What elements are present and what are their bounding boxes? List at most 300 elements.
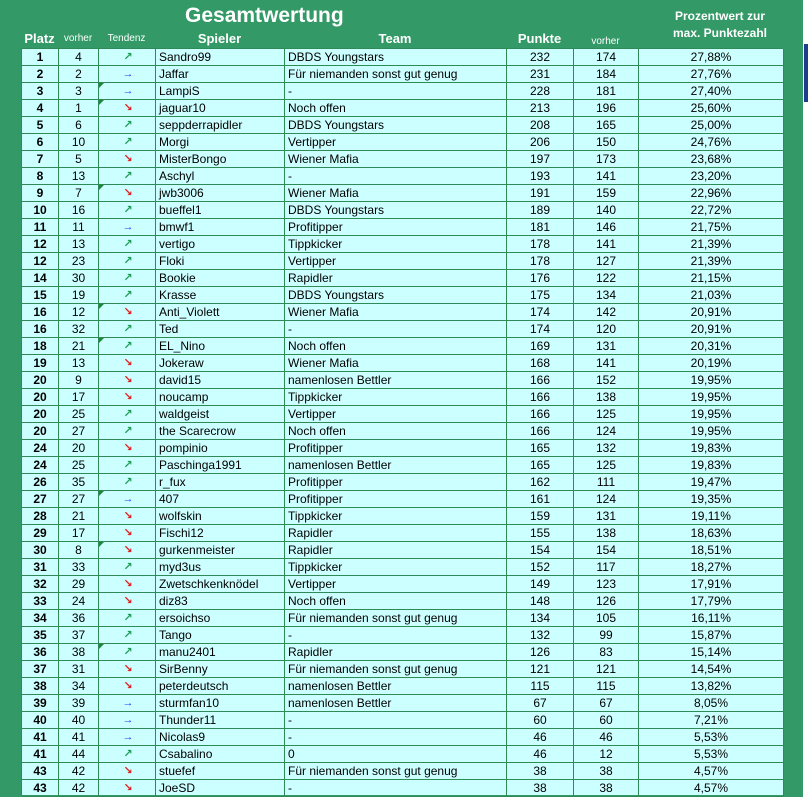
vorher-rank-cell: 20: [59, 440, 99, 457]
player-name-cell: LampiS: [156, 83, 285, 100]
trend-cell: [99, 185, 156, 202]
points-cell: 46: [507, 729, 574, 746]
table-row: [22, 134, 783, 151]
team-cell: Wiener Mafia: [285, 185, 507, 202]
trend-cell: [99, 712, 156, 729]
player-name-cell: Anti_Violett: [156, 304, 285, 321]
table-row: [22, 151, 783, 168]
trend-up-arrow-icon: ↗: [123, 561, 133, 573]
trend-cell: [99, 117, 156, 134]
points-cell: 162: [507, 474, 574, 491]
previous-points-cell: 174: [574, 49, 639, 66]
trend-cell: [99, 100, 156, 117]
percent-cell: 20,31%: [639, 338, 784, 355]
comment-marker-icon: [99, 304, 104, 309]
comment-marker-icon: [99, 83, 104, 88]
points-cell: 154: [507, 542, 574, 559]
trend-cell: [99, 219, 156, 236]
previous-points-cell: 131: [574, 508, 639, 525]
previous-points-cell: 99: [574, 627, 639, 644]
platz-cell: 36: [22, 644, 59, 661]
percent-cell: 21,75%: [639, 219, 784, 236]
team-cell: Profitipper: [285, 474, 507, 491]
vorher-rank-cell: 13: [59, 355, 99, 372]
percent-cell: 27,76%: [639, 66, 784, 83]
platz-cell: 3: [22, 83, 59, 100]
team-cell: Vertipper: [285, 576, 507, 593]
team-cell: Noch offen: [285, 100, 507, 117]
vorher-rank-cell: 44: [59, 746, 99, 763]
team-cell: -: [285, 729, 507, 746]
trend-up-arrow-icon: ↗: [123, 748, 133, 760]
percent-cell: 18,27%: [639, 559, 784, 576]
trend-cell: [99, 678, 156, 695]
previous-points-cell: 126: [574, 593, 639, 610]
table-row: [22, 440, 783, 457]
window-edge: [803, 0, 808, 797]
player-name-cell: Jokeraw: [156, 355, 285, 372]
percent-cell: 23,20%: [639, 168, 784, 185]
team-cell: Noch offen: [285, 593, 507, 610]
comment-marker-icon: [99, 491, 104, 496]
points-cell: 208: [507, 117, 574, 134]
previous-points-cell: 83: [574, 644, 639, 661]
column-header-team: Team: [378, 31, 412, 46]
percent-cell: 27,88%: [639, 49, 784, 66]
team-cell: Für niemanden sonst gut genug: [285, 661, 507, 678]
percent-cell: 19,95%: [639, 423, 784, 440]
previous-points-cell: 117: [574, 559, 639, 576]
player-name-cell: david15: [156, 372, 285, 389]
table-row: [22, 559, 783, 576]
points-cell: 168: [507, 355, 574, 372]
trend-right-arrow-icon: →: [122, 68, 134, 80]
points-cell: 149: [507, 576, 574, 593]
percent-cell: 4,57%: [639, 780, 784, 797]
table-row: [22, 168, 783, 185]
trend-up-arrow-icon: ↗: [123, 459, 133, 471]
previous-points-cell: 154: [574, 542, 639, 559]
vorher-rank-cell: 8: [59, 542, 99, 559]
trend-down-arrow-icon: ↘: [123, 391, 133, 403]
trend-down-arrow-icon: ↘: [123, 374, 133, 386]
platz-cell: 27: [22, 491, 59, 508]
player-name-cell: EL_Nino: [156, 338, 285, 355]
trend-cell: [99, 627, 156, 644]
trend-cell: [99, 508, 156, 525]
percent-cell: 7,21%: [639, 712, 784, 729]
player-name-cell: Sandro99: [156, 49, 285, 66]
platz-cell: 34: [22, 610, 59, 627]
comment-marker-icon: [99, 185, 104, 190]
player-name-cell: MisterBongo: [156, 151, 285, 168]
vorher-rank-cell: 40: [59, 712, 99, 729]
platz-cell: 12: [22, 236, 59, 253]
column-header-vorher: vorher: [63, 33, 93, 44]
vorher-rank-cell: 42: [59, 763, 99, 780]
trend-up-arrow-icon: ↗: [123, 119, 133, 131]
trend-up-arrow-icon: ↗: [123, 408, 133, 420]
percent-cell: 19,11%: [639, 508, 784, 525]
player-name-cell: sturmfan10: [156, 695, 285, 712]
trend-cell: [99, 321, 156, 338]
player-name-cell: Jaffar: [156, 66, 285, 83]
previous-points-cell: 67: [574, 695, 639, 712]
vorher-rank-cell: 17: [59, 389, 99, 406]
trend-up-arrow-icon: ↗: [123, 204, 133, 216]
table-row: [22, 678, 783, 695]
trend-down-arrow-icon: ↘: [123, 680, 133, 692]
trend-up-arrow-icon: ↗: [123, 255, 133, 267]
player-name-cell: Ted: [156, 321, 285, 338]
player-name-cell: gurkenmeister: [156, 542, 285, 559]
team-cell: Wiener Mafia: [285, 304, 507, 321]
table-row: [22, 270, 783, 287]
points-cell: 161: [507, 491, 574, 508]
team-cell: Rapidler: [285, 525, 507, 542]
trend-up-arrow-icon: ↗: [123, 425, 133, 437]
points-cell: 166: [507, 389, 574, 406]
points-cell: 159: [507, 508, 574, 525]
team-cell: DBDS Youngstars: [285, 117, 507, 134]
previous-points-cell: 138: [574, 525, 639, 542]
points-cell: 178: [507, 236, 574, 253]
table-row: [22, 100, 783, 117]
percent-cell: 18,51%: [639, 542, 784, 559]
trend-cell: [99, 576, 156, 593]
player-name-cell: stuefef: [156, 763, 285, 780]
team-cell: Tippkicker: [285, 389, 507, 406]
percent-cell: 13,82%: [639, 678, 784, 695]
table-row: [22, 117, 783, 134]
team-cell: DBDS Youngstars: [285, 287, 507, 304]
player-name-cell: Fischi12: [156, 525, 285, 542]
previous-points-cell: 124: [574, 423, 639, 440]
percent-cell: 19,95%: [639, 389, 784, 406]
platz-cell: 24: [22, 457, 59, 474]
vorher-rank-cell: 34: [59, 678, 99, 695]
previous-points-cell: 60: [574, 712, 639, 729]
points-cell: 38: [507, 763, 574, 780]
vorher-rank-cell: 41: [59, 729, 99, 746]
platz-cell: 30: [22, 542, 59, 559]
vorher-rank-cell: 25: [59, 406, 99, 423]
trend-down-arrow-icon: ↘: [123, 442, 133, 454]
trend-cell: [99, 270, 156, 287]
vorher-rank-cell: 37: [59, 627, 99, 644]
trend-up-arrow-icon: ↗: [123, 136, 133, 148]
percent-cell: 19,83%: [639, 457, 784, 474]
trend-cell: [99, 780, 156, 797]
vorher-rank-cell: 27: [59, 491, 99, 508]
table-row: [22, 49, 783, 66]
trend-down-arrow-icon: ↘: [123, 510, 133, 522]
trend-cell: [99, 372, 156, 389]
previous-points-cell: 141: [574, 168, 639, 185]
player-name-cell: SirBenny: [156, 661, 285, 678]
trend-up-arrow-icon: ↗: [123, 476, 133, 488]
table-row: [22, 185, 783, 202]
points-cell: 193: [507, 168, 574, 185]
platz-cell: 41: [22, 746, 59, 763]
player-name-cell: Thunder11: [156, 712, 285, 729]
points-cell: 228: [507, 83, 574, 100]
platz-cell: 43: [22, 763, 59, 780]
team-cell: namenlosen Bettler: [285, 695, 507, 712]
column-header-spieler: Spieler: [197, 31, 242, 46]
column-header-platz: Platz: [24, 31, 55, 46]
vorher-rank-cell: 1: [59, 100, 99, 117]
previous-points-cell: 38: [574, 780, 639, 797]
trend-up-arrow-icon: ↗: [123, 612, 133, 624]
column-header-vorher-punkte: vorher: [591, 36, 620, 47]
percent-cell: 8,05%: [639, 695, 784, 712]
team-cell: Für niemanden sonst gut genug: [285, 66, 507, 83]
team-cell: Vertipper: [285, 253, 507, 270]
player-name-cell: vertigo: [156, 236, 285, 253]
previous-points-cell: 134: [574, 287, 639, 304]
table-row: [22, 389, 783, 406]
table-row: [22, 780, 783, 797]
trend-cell: [99, 491, 156, 508]
platz-cell: 24: [22, 440, 59, 457]
vorher-rank-cell: 6: [59, 117, 99, 134]
trend-down-arrow-icon: ↘: [123, 357, 133, 369]
platz-cell: 18: [22, 338, 59, 355]
trend-cell: [99, 168, 156, 185]
points-cell: 166: [507, 372, 574, 389]
vorher-rank-cell: 12: [59, 304, 99, 321]
vorher-rank-cell: 21: [59, 508, 99, 525]
trend-cell: [99, 559, 156, 576]
percent-cell: 14,54%: [639, 661, 784, 678]
percent-cell: 21,15%: [639, 270, 784, 287]
platz-cell: 20: [22, 372, 59, 389]
team-cell: 0: [285, 746, 507, 763]
trend-cell: [99, 474, 156, 491]
platz-cell: 43: [22, 780, 59, 797]
trend-cell: [99, 355, 156, 372]
vorher-rank-cell: 17: [59, 525, 99, 542]
previous-points-cell: 181: [574, 83, 639, 100]
trend-cell: [99, 763, 156, 780]
table-row: [22, 644, 783, 661]
points-cell: 132: [507, 627, 574, 644]
points-cell: 165: [507, 457, 574, 474]
trend-up-arrow-icon: ↗: [123, 323, 133, 335]
points-cell: 115: [507, 678, 574, 695]
trend-cell: [99, 236, 156, 253]
platz-cell: 35: [22, 627, 59, 644]
platz-cell: 20: [22, 389, 59, 406]
player-name-cell: manu2401: [156, 644, 285, 661]
previous-points-cell: 138: [574, 389, 639, 406]
platz-cell: 20: [22, 406, 59, 423]
player-name-cell: noucamp: [156, 389, 285, 406]
points-cell: 155: [507, 525, 574, 542]
vorher-rank-cell: 42: [59, 780, 99, 797]
trend-cell: [99, 389, 156, 406]
previous-points-cell: 132: [574, 440, 639, 457]
previous-points-cell: 121: [574, 661, 639, 678]
points-cell: 176: [507, 270, 574, 287]
comment-marker-icon: [99, 338, 104, 343]
platz-cell: 9: [22, 185, 59, 202]
team-cell: DBDS Youngstars: [285, 202, 507, 219]
table-row: [22, 627, 783, 644]
column-header-tendenz: Tendenz: [107, 33, 146, 44]
trend-down-arrow-icon: ↘: [123, 595, 133, 607]
trend-cell: [99, 729, 156, 746]
team-cell: Für niemanden sonst gut genug: [285, 763, 507, 780]
percent-cell: 19,95%: [639, 372, 784, 389]
platz-cell: 37: [22, 661, 59, 678]
platz-cell: 32: [22, 576, 59, 593]
team-cell: Für niemanden sonst gut genug: [285, 610, 507, 627]
player-name-cell: bueffel1: [156, 202, 285, 219]
trend-cell: [99, 406, 156, 423]
trend-up-arrow-icon: ↗: [123, 272, 133, 284]
table-row: [22, 236, 783, 253]
trend-right-arrow-icon: →: [122, 697, 134, 709]
platz-cell: 1: [22, 49, 59, 66]
percent-cell: 21,39%: [639, 253, 784, 270]
percent-cell: 19,83%: [639, 440, 784, 457]
team-cell: namenlosen Bettler: [285, 457, 507, 474]
player-name-cell: 407: [156, 491, 285, 508]
trend-cell: [99, 695, 156, 712]
team-cell: Profitipper: [285, 219, 507, 236]
team-cell: Rapidler: [285, 270, 507, 287]
points-cell: 175: [507, 287, 574, 304]
vorher-rank-cell: 31: [59, 661, 99, 678]
platz-cell: 33: [22, 593, 59, 610]
platz-cell: 7: [22, 151, 59, 168]
team-cell: Tippkicker: [285, 559, 507, 576]
previous-points-cell: 38: [574, 763, 639, 780]
team-cell: -: [285, 83, 507, 100]
team-cell: Wiener Mafia: [285, 151, 507, 168]
player-name-cell: diz83: [156, 593, 285, 610]
trend-cell: [99, 423, 156, 440]
player-name-cell: JoeSD: [156, 780, 285, 797]
trend-cell: [99, 746, 156, 763]
trend-right-arrow-icon: →: [122, 493, 134, 505]
vorher-rank-cell: 2: [59, 66, 99, 83]
previous-points-cell: 150: [574, 134, 639, 151]
trend-cell: [99, 83, 156, 100]
trend-cell: [99, 66, 156, 83]
previous-points-cell: 124: [574, 491, 639, 508]
platz-cell: 31: [22, 559, 59, 576]
table-row: [22, 457, 783, 474]
platz-cell: 16: [22, 304, 59, 321]
platz-cell: 38: [22, 678, 59, 695]
table-row: [22, 542, 783, 559]
vorher-rank-cell: 11: [59, 219, 99, 236]
vorher-rank-cell: 10: [59, 134, 99, 151]
trend-up-arrow-icon: ↗: [123, 289, 133, 301]
trend-cell: [99, 610, 156, 627]
percent-cell: 22,96%: [639, 185, 784, 202]
player-name-cell: ersoichso: [156, 610, 285, 627]
table-row: [22, 287, 783, 304]
points-cell: 126: [507, 644, 574, 661]
previous-points-cell: 122: [574, 270, 639, 287]
team-cell: Wiener Mafia: [285, 355, 507, 372]
team-cell: -: [285, 780, 507, 797]
previous-points-cell: 184: [574, 66, 639, 83]
percent-cell: 21,03%: [639, 287, 784, 304]
player-name-cell: waldgeist: [156, 406, 285, 423]
points-cell: 38: [507, 780, 574, 797]
trend-down-arrow-icon: ↘: [123, 153, 133, 165]
team-cell: Noch offen: [285, 423, 507, 440]
trend-down-arrow-icon: ↘: [123, 765, 133, 777]
player-name-cell: jaguar10: [156, 100, 285, 117]
vorher-rank-cell: 30: [59, 270, 99, 287]
team-cell: -: [285, 321, 507, 338]
percent-cell: 17,91%: [639, 576, 784, 593]
percent-cell: 17,79%: [639, 593, 784, 610]
trend-cell: [99, 151, 156, 168]
vorher-rank-cell: 13: [59, 236, 99, 253]
vorher-rank-cell: 38: [59, 644, 99, 661]
vorher-rank-cell: 23: [59, 253, 99, 270]
player-name-cell: Bookie: [156, 270, 285, 287]
table-row: [22, 610, 783, 627]
percent-cell: 15,14%: [639, 644, 784, 661]
vorher-rank-cell: 24: [59, 593, 99, 610]
vorher-rank-cell: 16: [59, 202, 99, 219]
percent-header-line-2: max. Punktezahl: [672, 26, 768, 40]
previous-points-cell: 127: [574, 253, 639, 270]
percent-cell: 4,57%: [639, 763, 784, 780]
team-cell: -: [285, 627, 507, 644]
points-cell: 178: [507, 253, 574, 270]
points-cell: 189: [507, 202, 574, 219]
percent-cell: 25,00%: [639, 117, 784, 134]
table-row: [22, 695, 783, 712]
player-name-cell: seppderrapidler: [156, 117, 285, 134]
previous-points-cell: 120: [574, 321, 639, 338]
vorher-rank-cell: 25: [59, 457, 99, 474]
percent-cell: 15,87%: [639, 627, 784, 644]
table-row: [22, 474, 783, 491]
trend-cell: [99, 593, 156, 610]
percent-cell: 25,60%: [639, 100, 784, 117]
vorher-rank-cell: 7: [59, 185, 99, 202]
points-cell: 181: [507, 219, 574, 236]
table-row: [22, 491, 783, 508]
table-row: [22, 202, 783, 219]
previous-points-cell: 159: [574, 185, 639, 202]
table-row: [22, 593, 783, 610]
trend-cell: [99, 644, 156, 661]
percent-cell: 5,53%: [639, 746, 784, 763]
previous-points-cell: 123: [574, 576, 639, 593]
table-row: [22, 355, 783, 372]
trend-down-arrow-icon: ↘: [123, 544, 133, 556]
platz-cell: 40: [22, 712, 59, 729]
table-row: [22, 576, 783, 593]
points-cell: 231: [507, 66, 574, 83]
vorher-rank-cell: 33: [59, 559, 99, 576]
player-name-cell: Zwetschkenknödel: [156, 576, 285, 593]
trend-cell: [99, 304, 156, 321]
team-cell: namenlosen Bettler: [285, 678, 507, 695]
points-cell: 191: [507, 185, 574, 202]
